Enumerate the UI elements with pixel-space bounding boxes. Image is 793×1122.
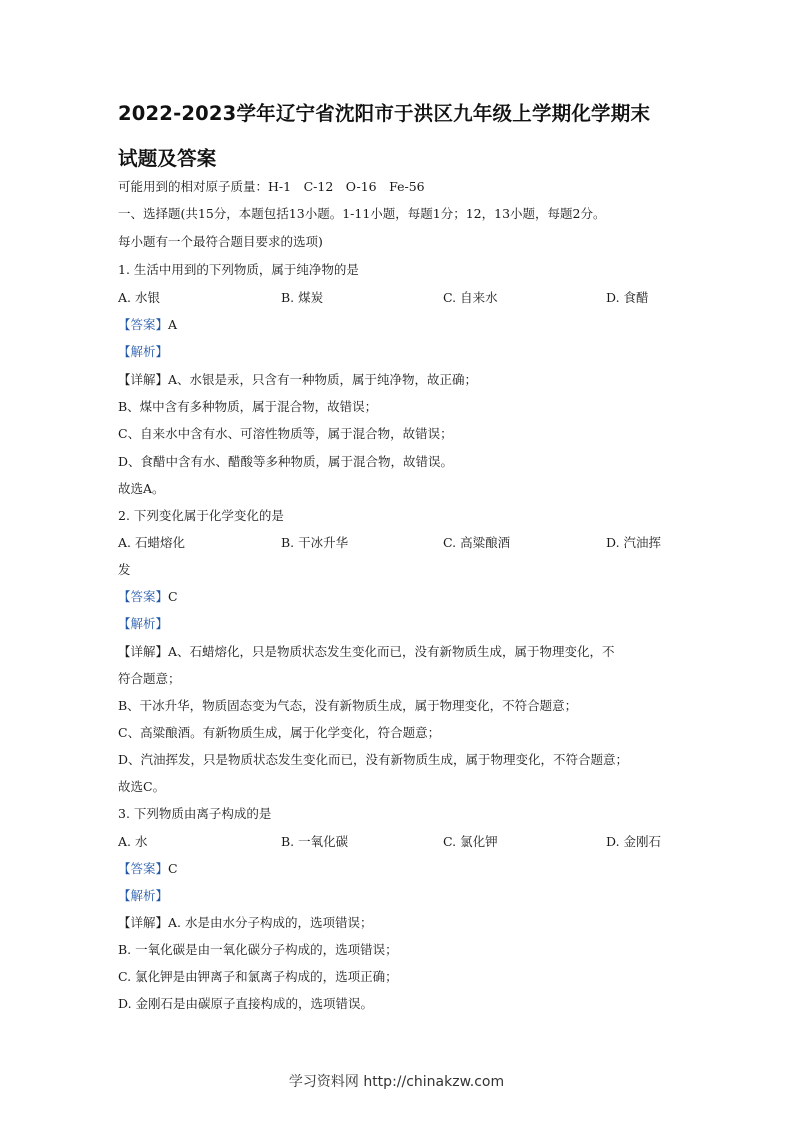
- document-title-line-2: 试题及答案: [118, 147, 217, 170]
- section-intro: 一、选择题(共15分，本题包括13小题。1-11小题，每题1分；12，13小题，每题2分。: [118, 206, 606, 221]
- question-2-analysis-tag: 【解析】: [118, 616, 169, 631]
- question-2-detail-line: 符合题意；: [118, 671, 181, 686]
- option-a: A. 水: [118, 834, 148, 849]
- question-3-detail-line: B. 一氧化碳是由一氧化碳分子构成的，选项错误；: [118, 942, 398, 957]
- footer-link[interactable]: 学习资料网 http://chinakzw.com: [288, 1074, 505, 1090]
- question-1-detail-line: [118, 372, 678, 388]
- option-d: D. 食醋: [606, 290, 649, 305]
- question-3-stem: 3. 下列物质由离子构成的是: [118, 806, 272, 821]
- question-3-detail-line: [118, 915, 678, 931]
- question-3-detail-line: D. 金刚石是由碳原子直接构成的，选项错误。: [118, 996, 374, 1011]
- answer-value: C: [168, 861, 178, 876]
- question-2-detail-line: [118, 644, 678, 660]
- question-2-answer: [118, 589, 678, 605]
- question-3-detail-line: C. 氯化钾是由钾离子和氯离子构成的，选项正确；: [118, 969, 398, 984]
- detail-text: A、石蜡熔化，只是物质状态发生变化而已，没有新物质生成，属于物理变化，不: [168, 644, 615, 659]
- question-2-detail-line: D、汽油挥发，只是物质状态发生变化而已，没有新物质生成，属于物理变化，不符合题意；: [118, 752, 629, 767]
- detail-text: A、水银是汞，只含有一种物质，属于纯净物，故正确；: [168, 372, 478, 387]
- answer-tag: 【答案】: [118, 861, 169, 876]
- question-1-detail-line: D、食醋中含有水、醋酸等多种物质，属于混合物，故错误。: [118, 454, 454, 469]
- question-2-stem: 2. 下列变化属于化学变化的是: [118, 508, 284, 523]
- answer-value: C: [168, 589, 178, 604]
- option-b: B. 一氧化碳: [281, 834, 349, 849]
- option-b: B. 干冰升华: [281, 535, 349, 550]
- detail-tag: 【详解】: [118, 372, 169, 387]
- question-1-stem: 1. 生活中用到的下列物质，属于纯净物的是: [118, 262, 359, 277]
- question-3-answer: [118, 861, 678, 877]
- question-1-detail-line: C、自来水中含有水、可溶性物质等，属于混合物，故错误；: [118, 426, 453, 441]
- detail-tag: 【详解】: [118, 644, 169, 659]
- question-1-detail-line: B、煤中含有多种物质，属于混合物，故错误；: [118, 399, 378, 414]
- option-c: C. 自来水: [443, 290, 498, 305]
- question-2-conclusion: 故选C。: [118, 779, 166, 794]
- option-a: A. 石蜡熔化: [118, 535, 185, 550]
- question-2-option-wrap: 发: [118, 562, 131, 577]
- option-c: C. 高粱酿酒: [443, 535, 511, 550]
- question-2-detail-line: C、高粱酿酒。有新物质生成，属于化学变化，符合题意；: [118, 725, 441, 740]
- answer-tag: 【答案】: [118, 317, 169, 332]
- detail-text: A. 水是由水分子构成的，选项错误；: [168, 915, 373, 930]
- option-b: B. 煤炭: [281, 290, 324, 305]
- detail-tag: 【详解】: [118, 915, 169, 930]
- section-intro-cont: 每小题有一个最符合题目要求的选项): [118, 234, 323, 249]
- question-1-conclusion: 故选A。: [118, 481, 165, 496]
- question-1-answer: [118, 317, 678, 333]
- option-d: D. 金刚石: [606, 834, 662, 849]
- question-3-analysis-tag: 【解析】: [118, 888, 169, 903]
- atomic-masses-note: 可能用到的相对原子质量：H-1 C-12 O-16 Fe-56: [118, 179, 425, 194]
- question-1-analysis-tag: 【解析】: [118, 344, 169, 359]
- option-a: A. 水银: [118, 290, 160, 305]
- question-2-detail-line: B、干冰升华，物质固态变为气态，没有新物质生成，属于物理变化，不符合题意；: [118, 698, 578, 713]
- document-title-line-1: 2022-2023学年辽宁省沈阳市于洪区九年级上学期化学期末: [118, 102, 651, 125]
- answer-tag: 【答案】: [118, 589, 169, 604]
- option-d: D. 汽油挥: [606, 535, 662, 550]
- option-c: C. 氯化钾: [443, 834, 498, 849]
- answer-value: A: [168, 317, 178, 332]
